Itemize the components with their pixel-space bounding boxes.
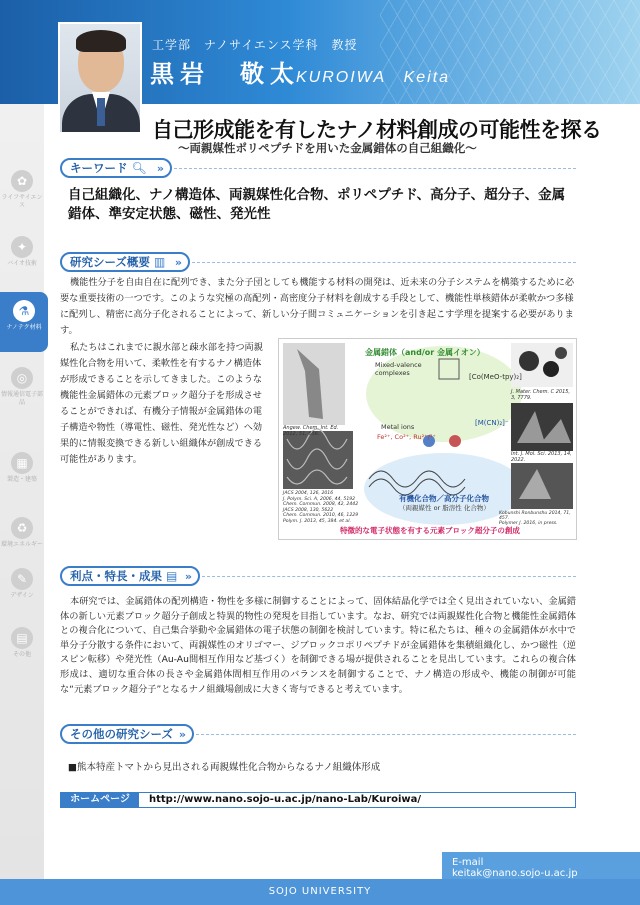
satellite-icon: ◎ [11,367,33,389]
hexagon-pattern [380,0,640,104]
professor-name-jp: 黒岩 敬太 [150,59,300,88]
divider [192,262,576,263]
figure-ref-5: Kobunshi Ronbunshu 2014, 71, 457. Polymer J. 2016, in press. [499,511,571,526]
email-link[interactable]: keitak@nano.sojo-u.ac.jp [452,868,578,879]
divider [196,734,576,735]
figure-cyanide: [M(CN)₂]⁻ [475,419,509,427]
figure-heading: 金属錯体（and/or 金属イオン） [365,348,485,357]
sidebar-item-energy[interactable]: ♻ 環境エネルギー [0,509,44,569]
section-results-header: 利点・特長・成果 ▤ » [60,566,200,586]
factory-icon: ▦ [11,452,33,474]
bio-icon: ✿ [11,170,33,192]
figure-ref-2: J. Mater. Chem. C 2015, 3, 7779. [511,389,571,401]
seeds-paragraph-1: 機能性分子を自由自在に配列でき、また分子団としても機能する材料の開発は、近未来の分子システムを構築するために必要な重要技術の一つです。このような究極の高配列・高密度分子材料を創成する手段として、機能性単核錯体が柔軟かつ多様に配列し、精密に高分子化されることによって、新しい分子間コミュニケーションを引き起こす学理を提案する必要があります。 [60,277,575,336]
double-chevron-icon: » [174,255,182,269]
research-figure [278,338,577,540]
other-seed-item: ■熊本特産トマトから見出される両親媒性化合物からなるナノ組織体形成 [68,762,381,773]
homepage-link[interactable]: http://www.nano.sojo-u.ac.jp/nano-Lab/Kuroiwa/ [149,794,422,805]
professor-photo [58,22,142,134]
professor-name-en: KUROIWA Keita [296,69,451,86]
figure-ref-1: Angew. Chem. Int. Ed. 2012, 51, 656. [283,425,339,437]
sidebar-item-life-science[interactable]: ✿ ライフサイエンス [0,162,44,222]
double-chevron-icon: » [156,161,164,175]
divider [174,168,576,169]
page-subtitle: 〜両親媒性ポリペプチドを用いた金属錯体の自己組織化〜 [178,141,477,155]
figure-cobalt-complex: [Co(MeO-tpy)₂] [469,373,522,381]
figure-amphiphile-sub: （両親媒性 or 脂溶性 化合物） [399,504,490,512]
gear-icon: ✦ [11,236,33,258]
figure-ref-3: JACS 2004, 126, 2016 J. Polym. Sci. A, 2006, 44, 5192 Chem. Commun. 2008, 42, 2442 JACS 2008, 130, 5622 Chem. Commun. 2010, 46, 1229 Polym. J. 2013, 45, 384. et al. [283,491,359,524]
figure-mixed-valence: Mixed-valence complexes [375,361,422,377]
sidebar-item-ict[interactable]: ◎ 情報通信電子部品 [0,359,44,419]
magnifier-icon: 🔍︎ [131,161,147,175]
document-icon: ▤ [166,569,178,583]
results-text: 本研究では、金属錯体の配列構造・物性を多様に制御することによって、固体結晶化学では全く見出されていない、金属錯体の新しい元素ブロック超分子創成と特異的物性の発現を目指しています。なお、研究では両親媒性化合物と機能性金属錯体との複合化について、自己集合挙動や金属錯体の電子状態の制御を検討しています。特に私たちは、種々の金属錯体が水中で単分子分散する条件において、両親媒性のオリゴマー、ジブロックコポリペプチドが金属錯体を集積組織化し、かつ磁性（逆スピン転移）や発光性（Au-Au間相互作用など基づく）を制御できる場が提供されることを見出しています。これらの複合体形成は、適切な重合体の長さや金属錯体間相互作用のバランスを制御することで、ナノ構造の形成や、機能の制御が可能な“元素ブロック超分子”となるナノ組織場創成に大きく寄与できると考えています。 [60,596,576,695]
divider [202,576,576,577]
double-chevron-icon: » [184,569,192,583]
homepage-bar [60,792,576,808]
category-sidebar [0,104,44,879]
sidebar-item-design[interactable]: ✎ デザイン [0,560,44,620]
section-keywords-header: キーワード 🔍︎ » [60,158,172,178]
sidebar-item-nanotech[interactable]: ⚗ ナノテク材料 [0,292,48,352]
figure-metal-ions: Metal ions [381,423,415,431]
figure-ref-4: Int. J. Mol. Sci. 2013, 14, 2022. [511,451,572,463]
seeds-paragraph-2: 私たちはこれまでに親水部と疎水部を持つ両親媒性化合物を用いて、柔軟性を有するナノ構造体が形成できることを示してきました。このような機能性金属錯体の元素ブロック超分子を形成させることができれば、有機分子情報が金属錯体の電子構造や物性（導電性、磁性、発光性など）へ効果的に情報変換できる新しい組織体が創成できる可能性があります。 [60,342,263,465]
sidebar-item-bio[interactable]: ✦ バイオ技術 [0,228,44,288]
section-other-header: その他の研究シーズ » [60,724,194,744]
flask-icon: ⚗ [13,300,35,322]
pencil-icon: ✎ [11,568,33,590]
figure-ions-list: Fe²⁺, Co²⁺, Ru²⁺/³⁺ [377,433,436,441]
department-label: 工学部 ナノサイエンス学科 教授 [152,38,358,52]
email-label: E-mail [452,857,484,868]
figure-caption: 特徴的な電子状態を有する元素ブロック超分子の創成 [340,526,520,535]
energy-icon: ♻ [11,517,33,539]
footer-university: SOJO UNIVERSITY [0,879,640,905]
keywords-text: 自己組織化、ナノ構造体、両親媒性化合物、ポリペプチド、高分子、超分子、金属錯体、準安定状態、磁性、発光性 [68,187,566,222]
homepage-label: ホームページ [61,793,139,807]
sidebar-item-manufacturing[interactable]: ▦ 製造・建築 [0,444,44,504]
section-seeds-header: 研究シーズ概要 ▥ » [60,252,190,272]
book-icon: ▤ [11,627,33,649]
chart-icon: ▥ [153,255,166,269]
page-title: 自己形成能を有したナノ材料創成の可能性を探る [152,118,602,142]
figure-amphiphile-label: 有機化合物／高分子化合物 [399,494,489,503]
double-chevron-icon: » [178,727,186,741]
sidebar-item-other[interactable]: ▤ その他 [0,619,44,679]
